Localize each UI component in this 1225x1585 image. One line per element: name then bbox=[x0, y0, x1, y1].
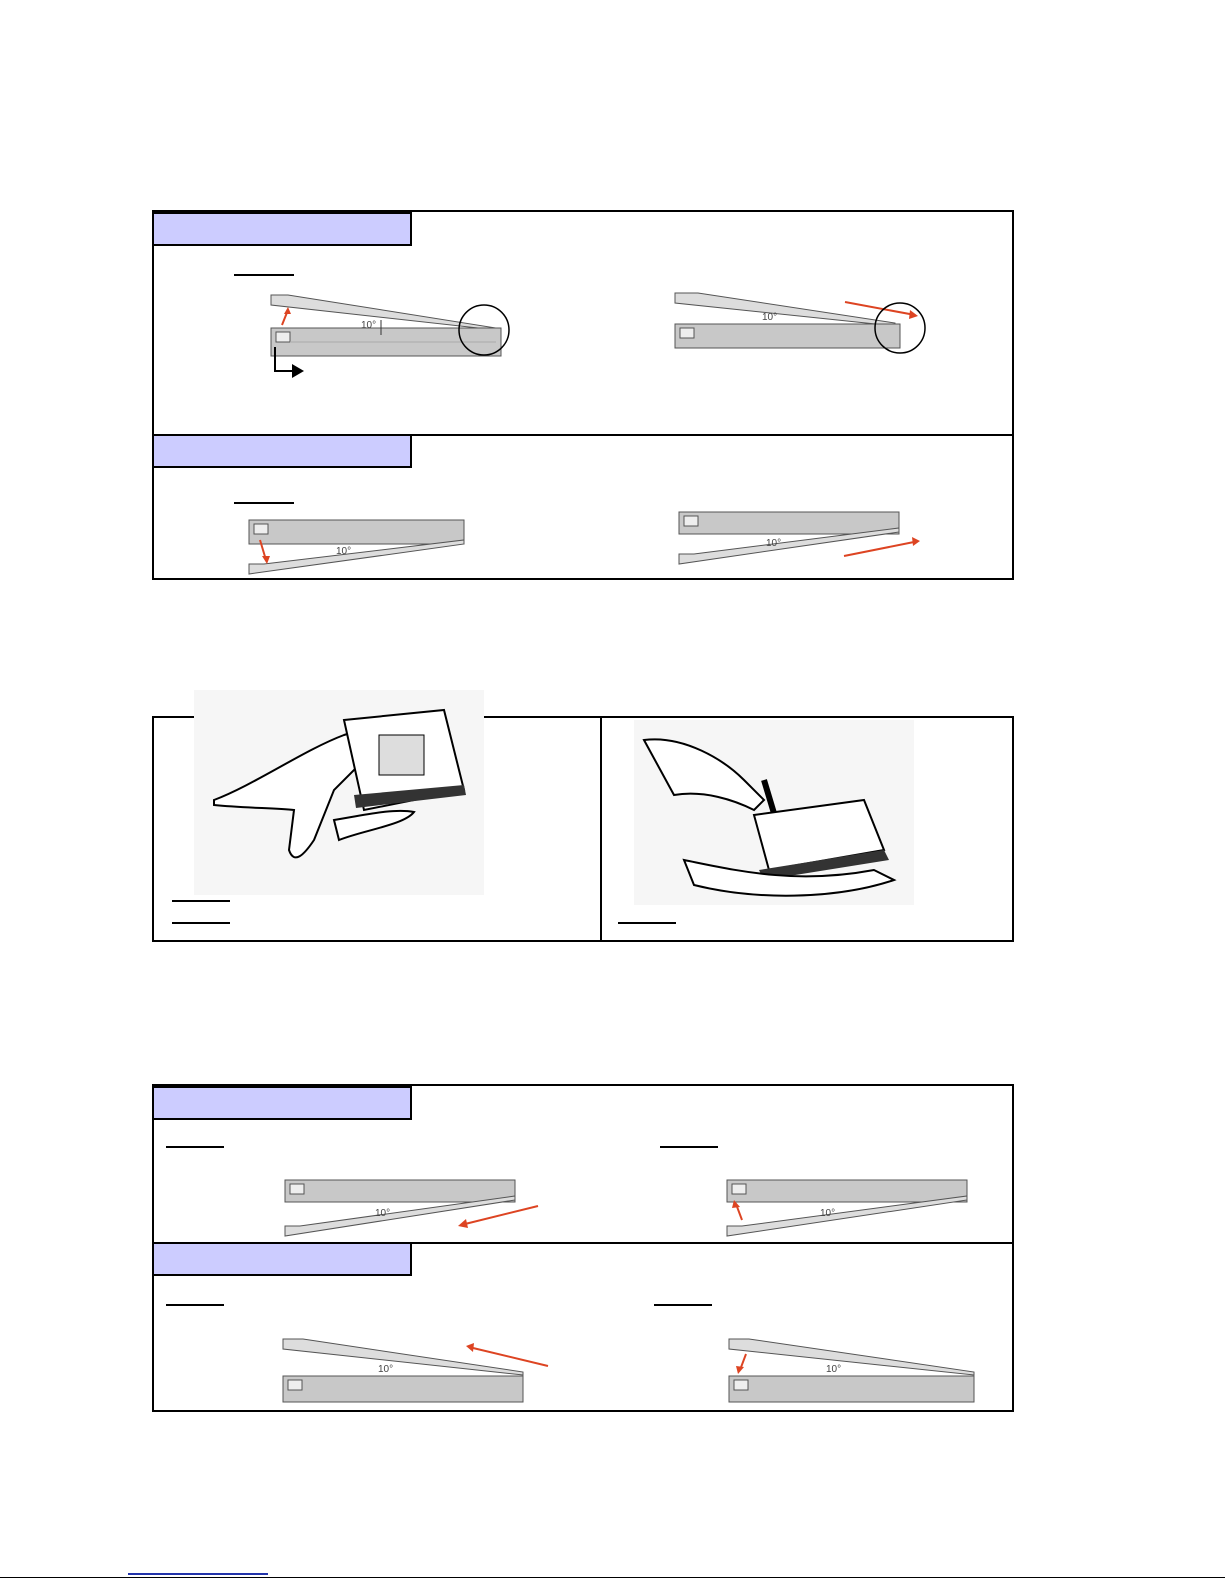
instruction-frame-top bbox=[152, 210, 1014, 580]
angle-label: 10° bbox=[820, 1208, 836, 1219]
angle-label: 10° bbox=[766, 538, 782, 549]
cover-close-diagram-f bbox=[722, 1176, 982, 1246]
cover-press-down-diagram-h bbox=[724, 1334, 984, 1414]
divider bbox=[600, 718, 602, 940]
angle-label: 10° bbox=[762, 312, 778, 323]
angle-label: 10° bbox=[826, 1364, 842, 1375]
step-label-underline bbox=[166, 1304, 224, 1306]
cover-lower-diagram-c bbox=[244, 516, 474, 586]
instruction-frame-middle bbox=[152, 716, 1014, 942]
section-tab-2 bbox=[154, 434, 412, 468]
caption-underline bbox=[172, 922, 230, 924]
arrow-right-icon bbox=[272, 347, 312, 377]
step-label-underline bbox=[234, 274, 294, 276]
section-tab-1 bbox=[154, 212, 412, 246]
caption-underline bbox=[618, 922, 676, 924]
angle-label: 10° bbox=[361, 320, 377, 331]
caption-underline bbox=[172, 900, 230, 902]
cover-reattach-diagram-g bbox=[278, 1334, 558, 1414]
step-label-underline bbox=[166, 1146, 224, 1148]
step-label-underline bbox=[660, 1146, 718, 1148]
section-tab-3 bbox=[154, 1086, 412, 1120]
step-label-underline bbox=[234, 502, 294, 504]
instruction-frame-bottom bbox=[152, 1084, 1014, 1412]
hand-holding-phone-icon bbox=[194, 690, 484, 895]
section-tab-4 bbox=[154, 1242, 412, 1276]
footer-rule bbox=[0, 1577, 1225, 1578]
step-label-underline bbox=[654, 1304, 712, 1306]
angle-label: 10° bbox=[378, 1364, 394, 1375]
cover-reinsert-diagram-e bbox=[280, 1176, 550, 1246]
hand-with-stylus-icon bbox=[634, 720, 914, 905]
cover-slide-diagram-b bbox=[670, 288, 930, 378]
cover-slide-closed-diagram-d bbox=[674, 508, 934, 578]
angle-label: 10° bbox=[336, 546, 352, 557]
footer-link-underline[interactable] bbox=[128, 1573, 268, 1575]
angle-label: 10° bbox=[375, 1208, 391, 1219]
